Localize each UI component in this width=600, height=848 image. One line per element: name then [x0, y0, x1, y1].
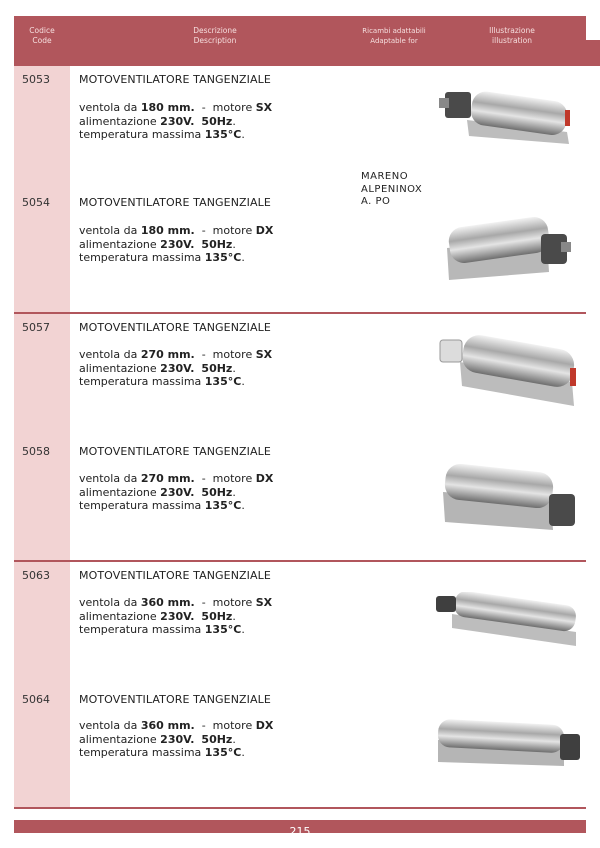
- product-title: MOTOVENTILATORE TANGENZIALE: [79, 73, 271, 86]
- fan-illustration-icon: [439, 460, 581, 536]
- brand-item: ALPENINOX: [361, 183, 423, 195]
- product-title: MOTOVENTILATORE TANGENZIALE: [79, 321, 271, 334]
- product-code: 5063: [22, 569, 50, 582]
- product-specs: ventola da 180 mm. - motore SX alimentazione 230V. 50Hz. temperatura massima 135°C.: [79, 101, 273, 141]
- product-title: MOTOVENTILATORE TANGENZIALE: [79, 693, 271, 706]
- header-code-en: Code: [32, 36, 52, 45]
- header-spare-it: Ricambi adattabili: [362, 27, 426, 35]
- row-separator: [14, 312, 586, 314]
- header-spare-en: Adaptable for: [370, 37, 418, 45]
- header-spare-parts: [352, 26, 436, 46]
- product-title: MOTOVENTILATORE TANGENZIALE: [79, 196, 271, 209]
- product-title: MOTOVENTILATORE TANGENZIALE: [79, 569, 271, 582]
- product-specs: ventola da 270 mm. - motore SX alimentazione 230V. 50Hz. temperatura massima 135°C.: [79, 348, 273, 388]
- product-code: 5057: [22, 321, 50, 334]
- product-code: 5054: [22, 196, 50, 209]
- header-code: [14, 26, 70, 46]
- product-title: MOTOVENTILATORE TANGENZIALE: [79, 445, 271, 458]
- fan-illustration-icon: [434, 714, 584, 776]
- adaptable-brands: [361, 171, 422, 209]
- page-number: 215: [289, 825, 311, 838]
- product-code: 5053: [22, 73, 50, 86]
- product-specs: ventola da 360 mm. - motore SX alimentazione 230V. 50Hz. temperatura massima 135°C.: [79, 596, 273, 636]
- row-separator: [14, 807, 586, 809]
- page-footer: [14, 820, 586, 838]
- fan-illustration-icon: [438, 332, 580, 412]
- header-tab: [586, 40, 600, 66]
- product-code: 5064: [22, 693, 50, 706]
- header-desc-en: Description: [193, 36, 237, 45]
- product-specs: ventola da 270 mm. - motore DX alimentazione 230V. 50Hz. temperatura massima 135°C.: [79, 472, 274, 512]
- fan-illustration-icon: [443, 208, 577, 286]
- brand-item: MARENO: [361, 171, 409, 182]
- header-illus-en: illustration: [492, 36, 532, 45]
- row-separator: [14, 560, 586, 562]
- header-illustration: [470, 26, 554, 46]
- header-desc-it: Descrizione: [193, 26, 237, 35]
- header-illus-it: Illustrazione: [489, 26, 535, 35]
- header-description: [70, 26, 360, 46]
- brand-item: A. PO: [361, 196, 391, 207]
- fan-illustration-icon: [434, 592, 580, 652]
- header-code-it: Codice: [29, 26, 55, 35]
- product-specs: ventola da 360 mm. - motore DX alimentazione 230V. 50Hz. temperatura massima 135°C.: [79, 719, 274, 759]
- product-specs: ventola da 180 mm. - motore DX alimentazione 230V. 50Hz. temperatura massima 135°C.: [79, 224, 274, 264]
- fan-illustration-icon: [437, 84, 577, 148]
- product-code: 5058: [22, 445, 50, 458]
